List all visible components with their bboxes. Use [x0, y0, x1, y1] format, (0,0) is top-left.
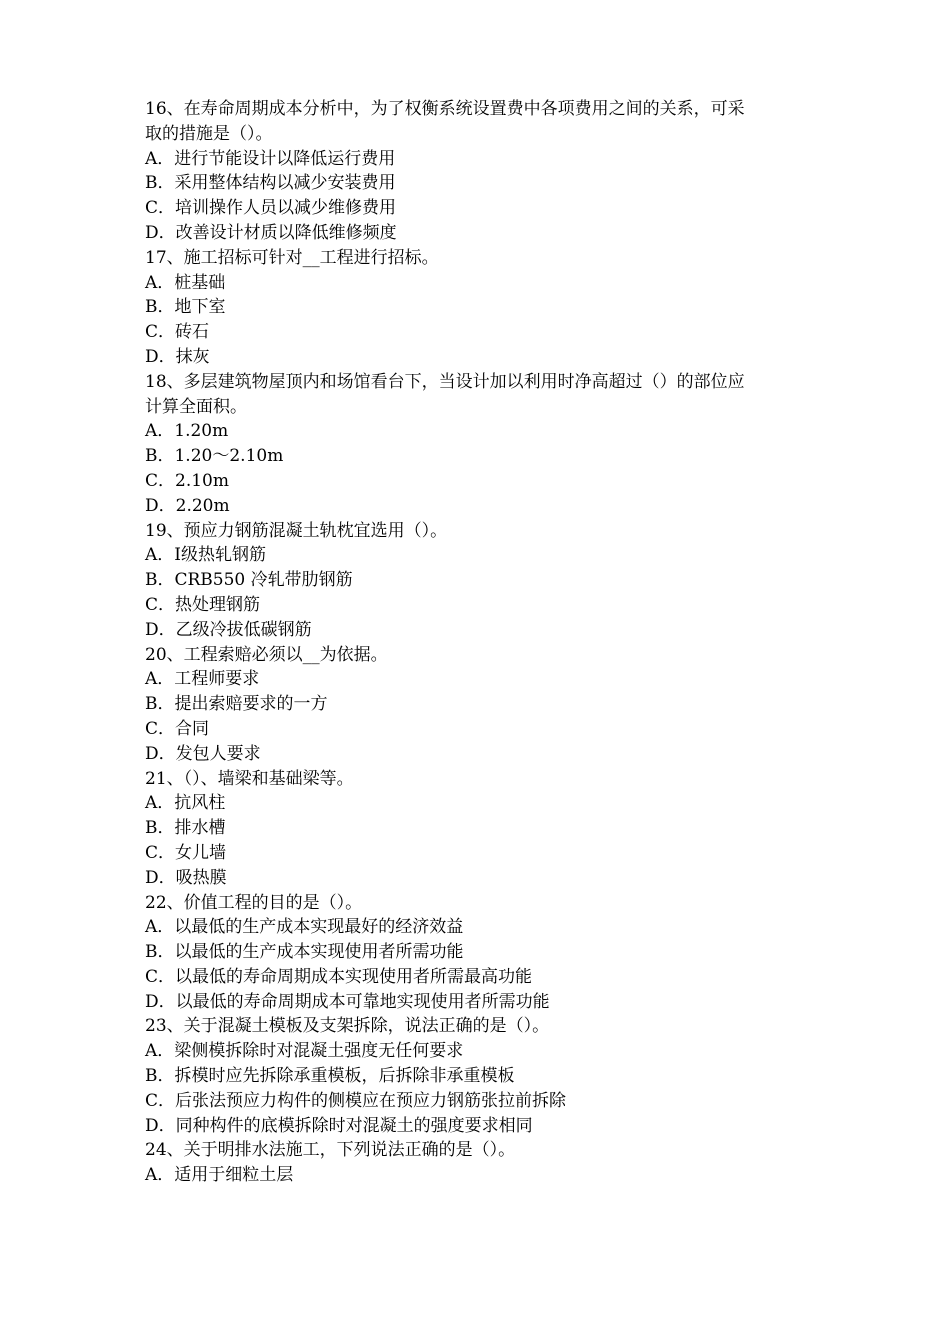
text-line: C．培训操作人员以减少维修费用 [145, 198, 397, 219]
text-line: B．采用整体结构以减少安装费用 [145, 173, 396, 194]
text-line: A．适用于细粒土层 [145, 1165, 294, 1186]
text-line: D．抹灰 [145, 346, 210, 367]
text-line: B．以最低的生产成本实现使用者所需功能 [145, 942, 464, 963]
text-line: D．发包人要求 [145, 743, 261, 764]
text-line: 24、关于明排水法施工，下列说法正确的是（）。 [145, 1140, 516, 1161]
text-line: A．以最低的生产成本实现最好的经济效益 [145, 917, 464, 938]
text-line: C．热处理钢筋 [145, 594, 261, 615]
text-line: D．乙级冷拔低碳钢筋 [145, 619, 312, 640]
text-line: C．后张法预应力构件的侧模应在预应力钢筋张拉前拆除 [145, 1090, 567, 1111]
text-line: D．改善设计材质以降低维修频度 [145, 222, 397, 243]
text-line: B．1.20～2.10m [145, 446, 284, 467]
text-line: B．地下室 [145, 297, 226, 318]
text-line: 21、（）、墙梁和基础梁等。 [145, 768, 354, 789]
text-line: C．砖石 [145, 322, 210, 343]
text-line: A．梁侧模拆除时对混凝土强度无任何要求 [145, 1041, 464, 1062]
text-line: A．1.20m [145, 421, 229, 442]
text-line: 22、价值工程的目的是（）。 [145, 892, 363, 913]
text-line: 18、多层建筑物屋顶内和场馆看台下，当设计加以利用时净高超过（）的部位应 [145, 371, 745, 392]
text-line: B．排水槽 [145, 818, 226, 839]
text-line: 17、施工招标可针对__工程进行招标。 [145, 247, 439, 268]
text-line: D．2.20m [145, 495, 230, 516]
text-line: C．合同 [145, 718, 210, 739]
text-line: 取的措施是（）。 [145, 123, 273, 144]
text-line: C．2.10m [145, 470, 229, 491]
text-line: B．CRB550 冷轧带肋钢筋 [145, 570, 353, 591]
text-line: D．以最低的寿命周期成本可靠地实现使用者所需功能 [145, 991, 550, 1012]
text-line: A．桩基础 [145, 272, 226, 293]
question-text-body [145, 97, 825, 1188]
text-line: D．同种构件的底模拆除时对混凝土的强度要求相同 [145, 1115, 533, 1136]
text-line: A．进行节能设计以降低运行费用 [145, 148, 396, 169]
text-line: D．吸热膜 [145, 867, 227, 888]
text-line: 23、关于混凝土模板及支架拆除，说法正确的是（）。 [145, 1016, 550, 1037]
text-line: A．Ⅰ级热轧钢筋 [145, 545, 266, 566]
text-line: 16、在寿命周期成本分析中，为了权衡系统设置费中各项费用之间的关系，可采 [145, 99, 745, 119]
text-line: A．工程师要求 [145, 669, 260, 690]
text-line: B．提出索赔要求的一方 [145, 694, 328, 715]
text-line: 19、预应力钢筋混凝土轨枕宜选用（）。 [145, 520, 448, 541]
text-line: C．女儿墙 [145, 842, 227, 863]
text-line: C．以最低的寿命周期成本实现使用者所需最高功能 [145, 966, 533, 987]
text-line: B．拆模时应先拆除承重模板，后拆除非承重模板 [145, 1066, 515, 1087]
text-line: 计算全面积。 [145, 396, 247, 417]
text-line: A．抗风柱 [145, 793, 226, 814]
text-line: 20、工程索赔必须以__为依据。 [145, 644, 388, 665]
